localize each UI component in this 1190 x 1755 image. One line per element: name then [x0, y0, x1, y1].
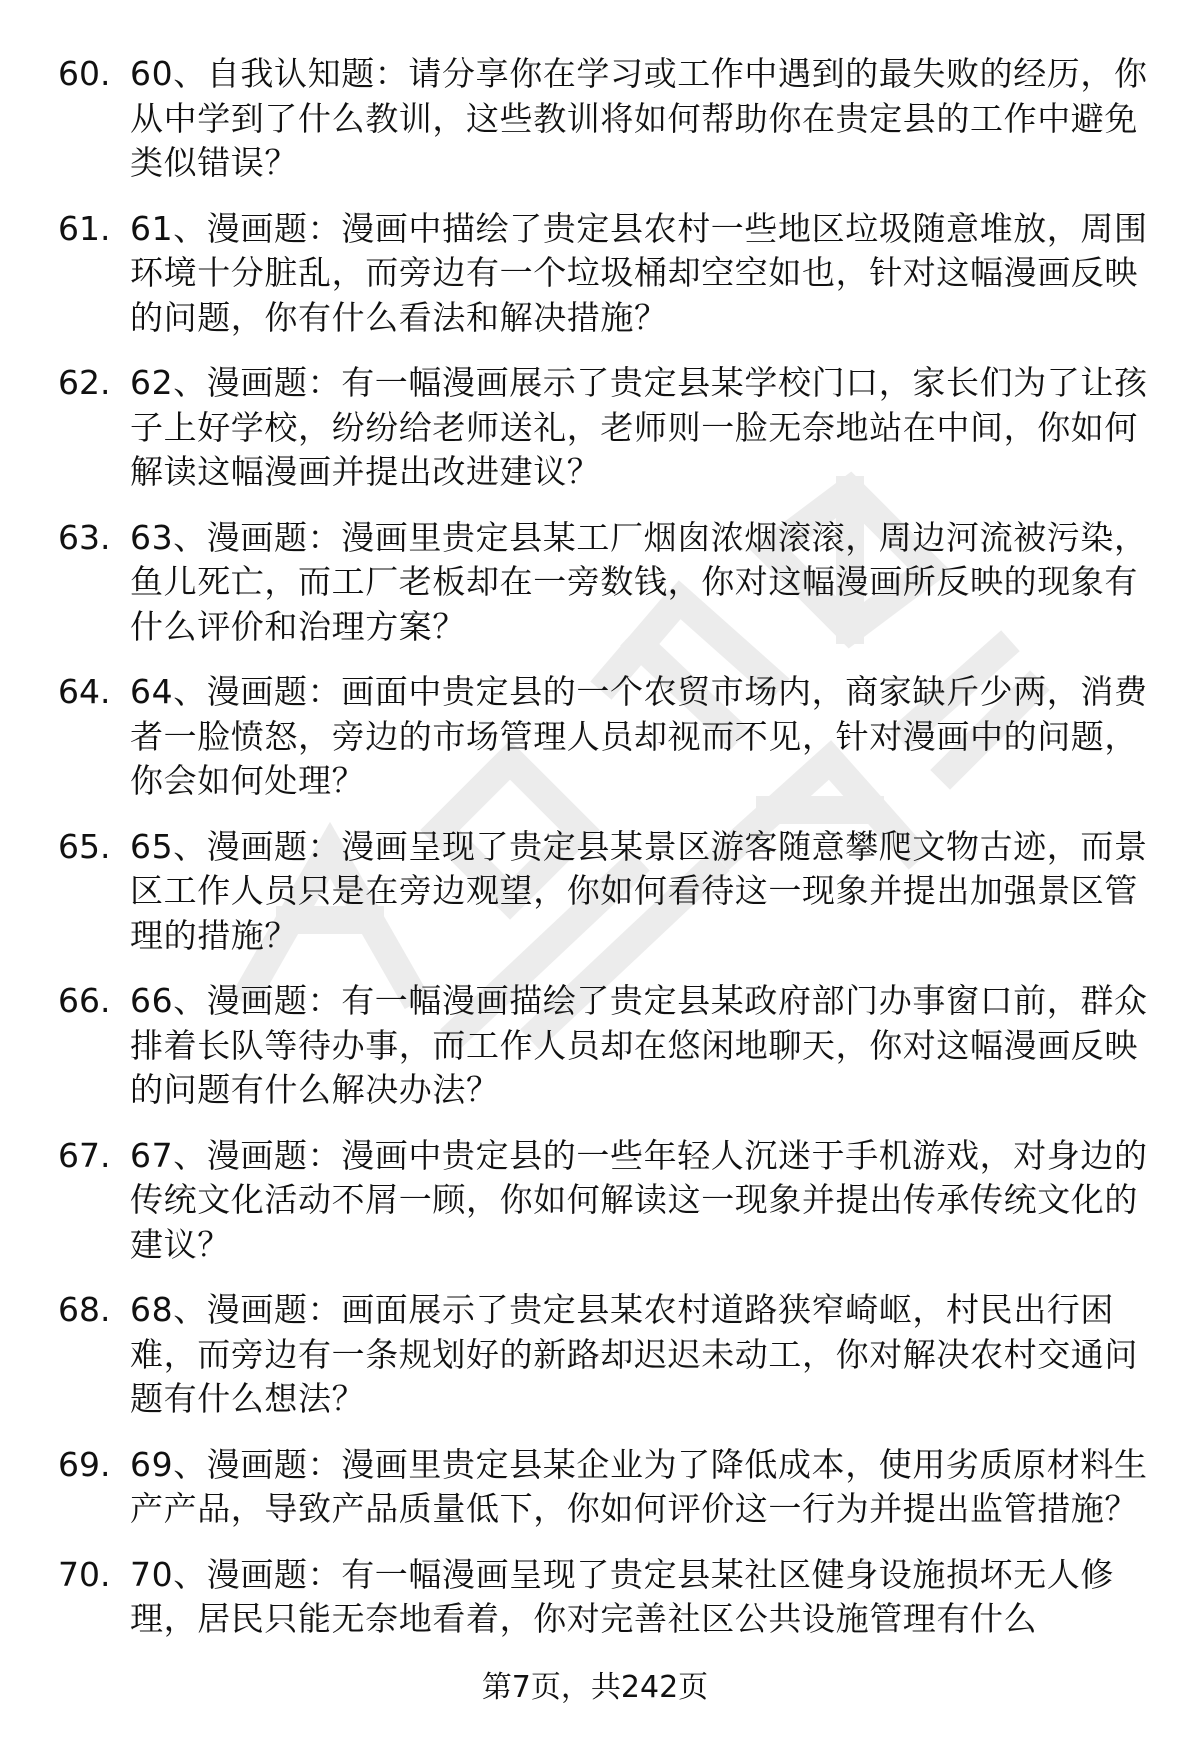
question-number: 63.: [58, 517, 111, 557]
question-text: 63、漫画题：漫画里贵定县某工厂烟囱浓烟滚滚，周边河流被污染，鱼儿死亡，而工厂老板却在一旁数钱，你对这幅漫画所反映的现象有什么评价和治理方案？: [130, 517, 1148, 646]
question-item: [58, 516, 1158, 650]
question-item: [58, 207, 1158, 341]
question-item: [58, 1553, 1158, 1642]
question-number: 64.: [58, 672, 111, 711]
question-text: 62、漫画题：有一幅漫画展示了贵定县某学校门口，家长们为了让孩子上好学校，纷纷给老师送礼，老师则一脸无奈地站在中间，你如何解读这幅漫画并提出改进建议？: [130, 363, 1148, 491]
question-text: 66、漫画题：有一幅漫画描绘了贵定县某政府部门办事窗口前，群众排着长队等待办事，而工作人员却在悠闲地聊天，你对这幅漫画反映的问题有什么解决办法？: [130, 981, 1148, 1109]
question-number: 60.: [58, 54, 111, 93]
question-list: [58, 52, 1158, 1663]
question-text: 64、漫画题：画面中贵定县的一个农贸市场内，商家缺斤少两，消费者一脸愤怒，旁边的市场管理人员却视而不见，针对漫画中的问题，你会如何处理？: [130, 672, 1148, 800]
question-item: [58, 361, 1158, 495]
question-text: 70、漫画题：有一幅漫画呈现了贵定县某社区健身设施损坏无人修理，居民只能无奈地看着，你对完善社区公共设施管理有什么: [130, 1554, 1114, 1638]
question-text: 61、漫画题：漫画中描绘了贵定县农村一些地区垃圾随意堆放，周围环境十分脏乱，而旁边有一个垃圾桶却空空如也，针对这幅漫画反映的问题，你有什么看法和解决措施？: [130, 208, 1148, 337]
question-number: 67.: [58, 1135, 111, 1175]
question-item: [58, 825, 1158, 959]
question-number: 66.: [58, 981, 111, 1020]
question-text: 65、漫画题：漫画呈现了贵定县某景区游客随意攀爬文物古迹，而景区工作人员只是在旁边观望，你如何看待这一现象并提出加强景区管理的措施？: [130, 826, 1148, 955]
question-item: [58, 1288, 1158, 1422]
question-number: 70.: [58, 1554, 111, 1594]
question-number: 69.: [58, 1444, 111, 1484]
question-text: 60、自我认知题：请分享你在学习或工作中遇到的最失败的经历，你从中学到了什么教训，这些教训将如何帮助你在贵定县的工作中避免类似错误？: [130, 54, 1148, 182]
question-item: [58, 52, 1158, 186]
question-item: [58, 1443, 1158, 1532]
question-text: 67、漫画题：漫画中贵定县的一些年轻人沉迷于手机游戏，对身边的传统文化活动不屑一顾，你如何解读这一现象并提出传承传统文化的建议？: [130, 1135, 1148, 1264]
question-number: 61.: [58, 208, 111, 248]
question-item: [58, 979, 1158, 1113]
question-number: 65.: [58, 826, 111, 866]
page-footer: [0, 1668, 1190, 1708]
question-text: 69、漫画题：漫画里贵定县某企业为了降低成本，使用劣质原材料生产产品，导致产品质量低下，你如何评价这一行为并提出监管措施？: [130, 1444, 1148, 1528]
question-number: 62.: [58, 363, 111, 402]
page-number-label: 第7页，共242页: [481, 1670, 709, 1705]
question-item: [58, 670, 1158, 804]
question-number: 68.: [58, 1290, 111, 1329]
question-item: [58, 1134, 1158, 1268]
question-text: 68、漫画题：画面展示了贵定县某农村道路狭窄崎岖，村民出行困难，而旁边有一条规划好的新路却迟迟未动工，你对解决农村交通问题有什么想法？: [130, 1290, 1138, 1418]
